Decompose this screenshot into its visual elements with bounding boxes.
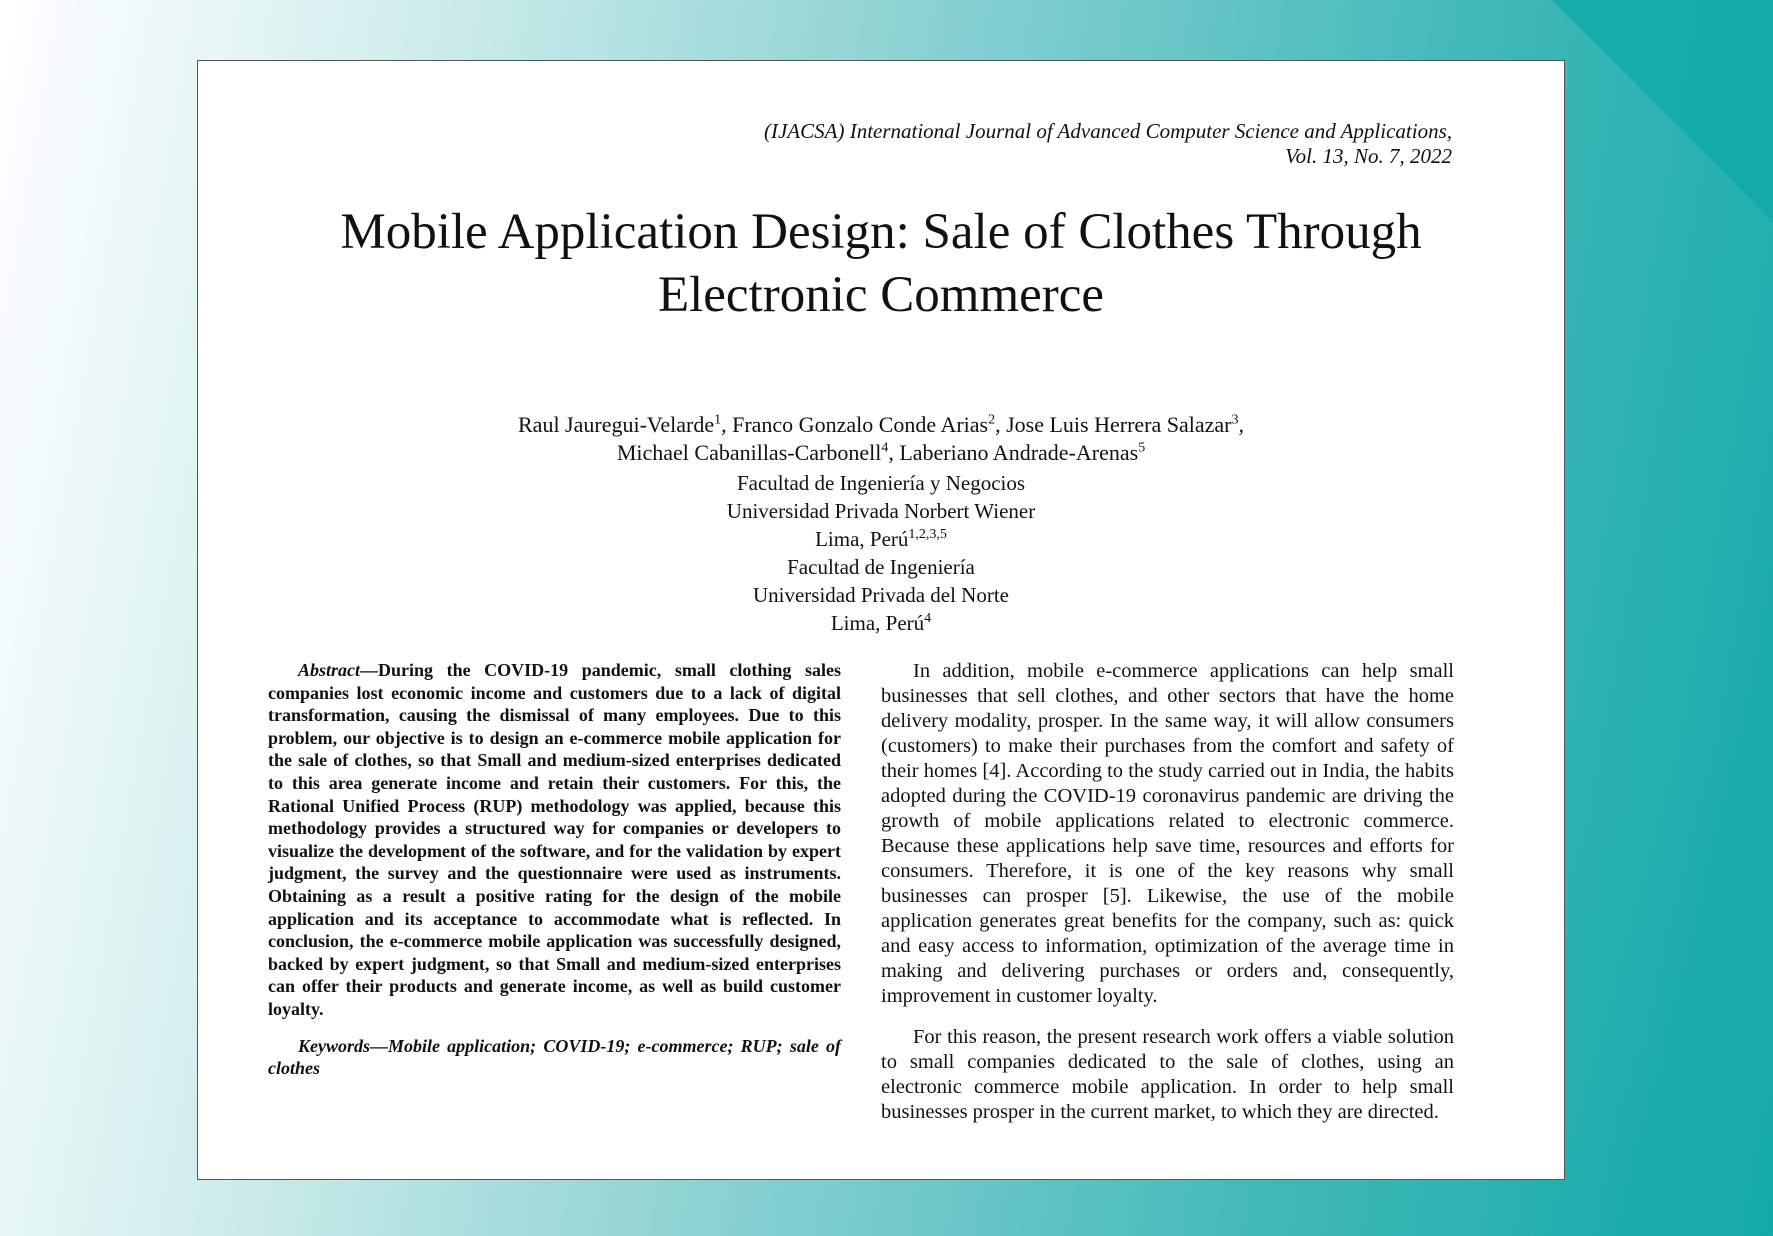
abstract-text: —During the COVID-19 pandemic, small clothing sales companies lost economic income and customers due to a lack of digital transformation, causing the dismissal of many employees. Due to this problem, our objective is to design an e-commerce mobile application for the sale of clothes, so that Small and medium-sized enterprises dedicated to this area generate income and retain their customers. For this, the Rational Unified Process (RUP) methodology was applied, because this methodology provides a structured way for companies or developers to visualize the development of the software, and for the validation by expert judgment, the survey and the questionnaire were used as instruments. Obtaining as a result a positive rating for the design of the mobile application and its acceptance to accommodate what is reflected. In conclusion, the e-commerce mobile application was successfully designed, backed by expert judgment, so that Small and medium-sized enterprises can offer their products and generate income, as well as build customer loyalty. [268,660,841,1019]
keywords-text: —Mobile application; COVID-19; e-commerce; RUP; sale of clothes [268,1035,841,1079]
author-affiliation-mark: 5 [1138,440,1146,456]
author-separator: , [995,412,1007,437]
keywords [268,1035,841,1080]
abstract [268,659,841,1021]
author-separator: , [1238,412,1244,437]
affiliations [198,469,1564,637]
abstract-label: Abstract [298,660,361,680]
journal-volume: Vol. 13, No. 7, 2022 [1285,144,1452,168]
affiliation-city: Lima, Perú [815,527,909,551]
affiliation-faculty: Facultad de Ingeniería [787,555,975,579]
author-affiliation-mark: 1 [714,412,722,428]
author-affiliation-mark: 2 [988,412,996,428]
journal-name: (IJACSA) International Journal of Advanced Computer Science and Applications, [763,119,1452,143]
keywords-label: Keywords [298,1035,370,1056]
author-separator: , [721,412,733,437]
affiliation-city-line [198,609,1564,637]
author-name: Michael Cabanillas-Carbonell [616,440,882,465]
author-name: Jose Luis Herrera Salazar [1006,412,1232,437]
affiliation-university: Universidad Privada Norbert Wiener [726,499,1036,523]
author-affiliation-mark: 4 [881,440,889,456]
author-affiliation-mark: 3 [1231,412,1239,428]
body-paragraph-2: For this reason, the present research work offers a viable solution to small companies dedicated to the sale of clothes, using an electronic commerce mobile application. In order to help small businesses prosper in the current market, to which they are directed. [881,1026,1454,1123]
paper-title: Mobile Application Design: Sale of Clothes Through Electronic Commerce [340,204,1422,323]
author-line-2 [198,439,1564,467]
journal-header [764,119,1452,169]
right-column [881,659,1454,1141]
body-paragraph-1: In addition, mobile e-commerce applications can help small businesses that sell clothes, and other sectors that have the home delivery modality, prosper. In the same way, it will allow consumers (customers) to make their purchases from the comfort and safety of their homes [4]. According to the study carried out in India, the habits adopted during the COVID-19 coronavirus pandemic are driving the growth of mobile applications related to electronic commerce. Because these applications help save time, resources and efforts for consumers. Therefore, it is one of the key reasons why small businesses can prosper [5]. Likewise, the use of the mobile application generates great benefits for the company, such as: quick and easy access to information, optimization of the average time in making and delivering purchases or orders and, consequently, improvement in customer loyalty. [881,660,1454,1007]
affiliation-mark: 4 [924,611,932,626]
affiliation-city-line [198,525,1564,553]
author-name: Laberiano Andrade-Arenas [899,440,1139,465]
affiliation-faculty: Facultad de Ingeniería y Negocios [736,471,1026,495]
background-gradient-decoration [1533,0,1773,1236]
author-line-1 [198,411,1564,439]
left-column [268,659,841,1080]
author-name: Raul Jauregui-Velarde [518,412,715,437]
affiliation-city: Lima, Perú [830,611,925,635]
affiliation-mark: 1,2,3,5 [908,527,947,542]
paper-page [197,60,1565,1180]
author-separator: , [888,440,900,465]
affiliation-university: Universidad Privada del Norte [752,583,1009,607]
author-name: Franco Gonzalo Conde Arias [732,412,989,437]
author-list [198,411,1564,467]
